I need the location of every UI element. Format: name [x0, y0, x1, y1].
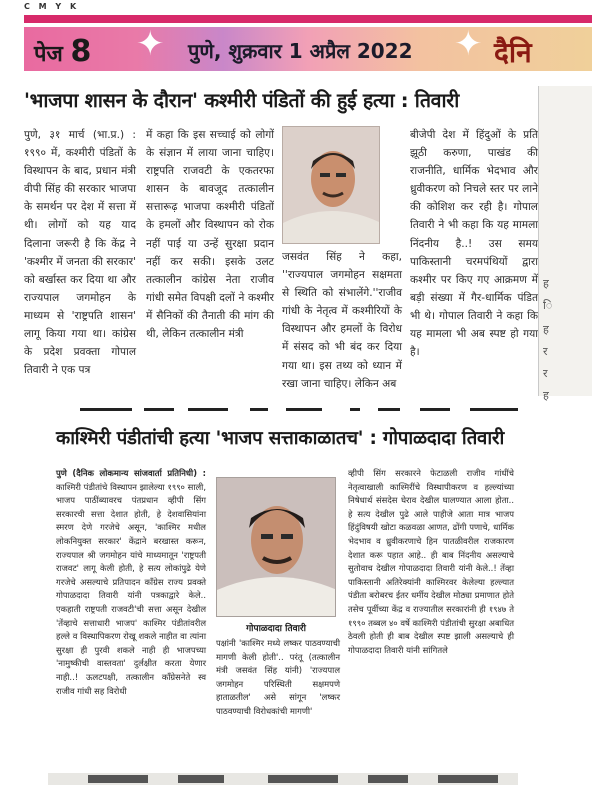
hindi-column-2: में कहा कि इस सच्चाई को लोगों के संज्ञान में लाया जाना चाहिए। राष्ट्रपति राजवटी के एकतरफा शासन के बावजूद तत्कालीन सत्तारूढ़ भाजपा कश्मीरी पंडितों के हमलों और विस्थापन को रोक नहीं पाई या उन्हें सुरक्षा प्रदान नहीं कर सकी। इसके उलट तत्कालीन कांग्रेस नेता राजीव गांधी समेत विपक्षी दलों ने कश्मीर में सैनिकों की तैनाती की मांग की थी, लेकिन तत्कालीन मंत्री	[146, 129, 274, 341]
marathi-column-3: व्हीपी सिंग सरकारने फेटाळली राजीव गांधींचे नेतृत्वाखाली काश्मिरींचे विस्थापीकरण व हल्ल्यांच्या निषेधार्थ संसदेस घेराव देखील घालण्यात आला होता.. हे सत्य देखील पुढे आले पाहीजे आता मात्र भाजप हिंदुंविषयी खोटा कळवळा आणत, ढोंगी पणाचे, धार्मिक भेदभाव व ध्रुवीकरणाचे हिन पातळीवरील राजकारण देशात करू पहात आहे.. ही बाब निंदनीय असल्याचे सुतोवाच देखील गोपाळदादा तिवारी यांनी केले..! तेंव्हा पाकिस्तानी अतिरेक्यांनी काश्मिरवर केलेल्या हल्ल्यात पंडीता बरोबरच ईतर धर्मीय देखील मोठ्या प्रमाणात होते तसेच पूर्वीच्या केंद्र व राज्यातील सरकारांनी ही १९४७ ते १९९० तब्बल ४० वर्षे काश्मिरी पंडीतांची सुरक्षा अबाधित ठेवली होती ही बाब देखील स्पष्ट झाली असल्याचे ही गोपाळदादा तिवारी यांनी सांगितले	[348, 468, 514, 655]
masthead-stripe	[24, 15, 592, 23]
masthead	[24, 15, 592, 71]
edge-char: ह	[543, 389, 549, 402]
edge-char: ह	[543, 277, 549, 290]
edge-char: ि	[543, 299, 553, 312]
cut-text-line-bottom	[48, 773, 518, 785]
marathi-column-2: पक्षांनी 'काश्मिर मध्ये लष्कर पाठवण्याची मागणी केली होती'.. परंतू (तत्कालीन मंत्री जसवंत सिंह यांनी) 'राज्यपाल जगमोहन परिस्थिती सक्षमपणे हाताळतील' असे सांगून 'लष्कर पाठवण्याची विरोधकांची मागणी'	[216, 638, 340, 716]
marathi-column-1	[56, 467, 206, 698]
portrait-photo-tiwari	[216, 477, 336, 617]
marathi-headline: काश्मिरी पंडीतांची हत्या 'भाजप सत्ताकाळातच' : गोपाळदादा तिवारी	[56, 428, 505, 449]
print-marks: C M Y K	[24, 2, 80, 11]
hindi-column-4: बीजेपी देश में हिंदुओं के प्रति झूठी करुणा, पाखंड की राजनीति, धार्मिक भेदभाव और ध्रुवीकरण को निचले स्तर पर लाने की कोशिश कर रही है। गोपाल तिवारी ने भी कहा कि यह मामला निंदनीय है..! उस समय पाकिस्तानी चरमपंथियों द्वारा कश्मीर पर किए गए आक्रमण में बड़ी संख्या में गैर-धार्मिक पंडित भी थे। गोपाल तिवारी ने कहा कि यह मामला भी अब स्पष्ट हो गया है।	[410, 129, 538, 359]
marathi-column-1-text: काश्मिरी पंडीतांचे विस्थापन झालेल्या १९९० साली, भाजप पाठींब्यावरच पंतप्रधान व्हीपी सिंग सरकारची सत्ता देशात होती, हे देशवासियांना स्मरण देणे गरजेचे असून, 'काश्मिर मधील लोकनियुक्त सरकार' केंद्राने बरखास्त करून, राज्यपाल श्री जगमोहन यांचे माध्यमातून 'राष्ट्रपती राजवट' लागू केली होती, हे सत्य लोकांपुढे येणे गरजेचे असल्याचे प्रतिपादन काँग्रेस राज्य प्रवक्ते गोपाळदादा तिवारी यांनी पत्रकाद्वारे केले.. एकहाती राष्ट्रपती राजवटी'ची सत्ता असून देखील 'तेंव्हाचे सत्ताधारी भाजप' काश्मिर पंडीतांवरील हल्ले व विस्थापिकरण रोखू शकले नाहीत वा त्यांना सुरक्षा ही पुरवी शकले नाही ही भाजपच्या 'नामुष्कीची वास्तवता' दुर्लक्षीत करता येणार नाही..! ऊलटपक्षी, तत्कालीन काँग्रेसनेते स्व राजीव गांधी सह विरोधी	[56, 481, 206, 696]
hindi-headline: 'भाजपा शासन के दौरान' कश्मीरी पंडितों की हुई हत्या : तिवारी	[24, 89, 459, 112]
paper-name: दैनि	[494, 36, 532, 69]
edge-char: ह	[543, 323, 549, 336]
hindi-article	[24, 86, 538, 394]
edge-char: र	[543, 367, 548, 380]
adjacent-article-edge	[538, 86, 592, 402]
hindi-column-1: पुणे, ३१ मार्च (भा.प्र.) : १९९० में, कश्मीरी पंडितों के विस्थापन के बाद, प्रधान मंत्री वीपी सिंह की सरकार भाजपा के समर्थन पर देश में सत्ता में थी। लोगों को यह याद दिलाना जरूरी है कि केंद्र ने 'कश्मीर में जनता की सरकार' को बर्खास्त कर दिया था और राज्यपाल जगमोहन के माध्यम से 'राष्ट्रपति शासन' लागू किया गया था। कांग्रेस के प्रदेश प्रवक्ता गोपाल तिवारी ने एक पत्र	[24, 129, 136, 377]
page-label	[34, 34, 91, 69]
hindi-column-3: जसवंत सिंह ने कहा, ''राज्यपाल जगमोहन सक्षमता से स्थिति को संभालेंगे.''राजीव गांधी के नेतृत्व में कश्मीरियों के विस्थापन और हमलों के विरोध में संसद को भी बंद कर दिया गया था। इस तथ्य को ध्यान में रखा जाना चाहिए। लेकिन अब	[282, 251, 402, 390]
edge-char: र	[543, 345, 548, 358]
portrait-photo-jaswant	[282, 126, 380, 244]
page-label-text: पेज	[34, 42, 63, 67]
marathi-dateline: पुणे (दैनिक लोकमान्य सांजवार्ता प्रतिनिधी) :	[56, 468, 206, 478]
marathi-article	[48, 425, 518, 770]
cut-text-line	[80, 398, 550, 420]
star-icon: ✦	[454, 24, 483, 64]
dateline: पुणे, शुक्रवार 1 अप्रैल 2022	[188, 39, 413, 63]
photo-caption: गोपाळदादा तिवारी	[246, 624, 306, 634]
star-icon: ✦	[136, 24, 165, 64]
page-number: 8	[70, 34, 92, 69]
